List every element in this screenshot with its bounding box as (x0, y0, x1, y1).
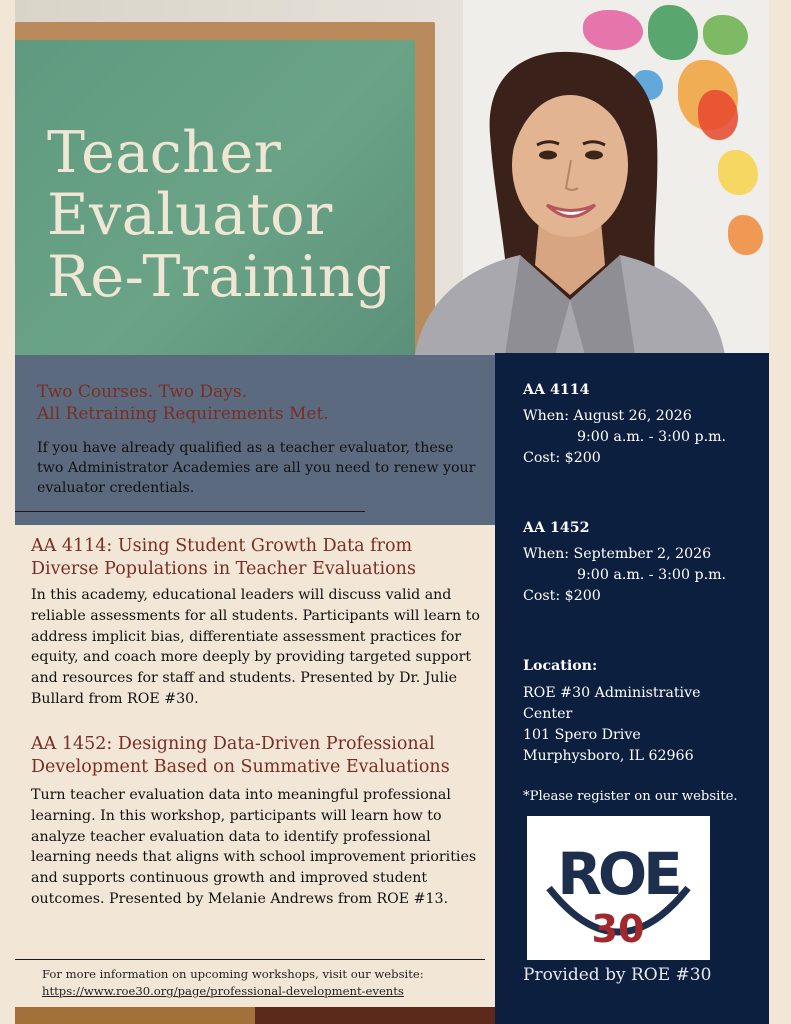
roe30-logo (527, 816, 710, 960)
logo-text-30: 30 (591, 907, 645, 951)
session-code: AA 1452 (523, 520, 590, 536)
teacher-portrait-illustration (395, 40, 735, 355)
divider (15, 511, 365, 512)
course-description: Turn teacher evaluation data into meaningful professional learning. In this workshop, participants will learn how to analyze teacher evaluation data to identify professional learning needs that aligns with school improvement priorities and supports continuous growth and improved student outcomes. Presented by Melanie Andrews from ROE #13. (31, 787, 477, 907)
session-cost: Cost: $200 (523, 450, 601, 466)
provided-by: Provided by ROE #30 (523, 965, 712, 985)
session-when (523, 406, 726, 469)
footer-stripe-brown (255, 1007, 495, 1024)
session-code: AA 4114 (523, 382, 590, 398)
address-line: Center (523, 706, 573, 722)
course-title: AA 4114: Using Student Growth Data from Diverse Populations in Teacher Evaluations (31, 536, 416, 579)
session-time: 9:00 a.m. - 3:00 p.m. (577, 567, 727, 583)
footer-text: For more information on upcoming workshops, visit our website: (42, 967, 424, 981)
location-label: Location: (523, 658, 598, 674)
footer-stripe-tan (15, 1007, 255, 1024)
register-note: *Please register on our website. (523, 789, 738, 804)
logo-text-roe: ROE (557, 840, 679, 908)
course-block-aa1452 (31, 733, 477, 910)
session-time: 9:00 a.m. - 3:00 p.m. (577, 429, 727, 445)
address-line: ROE #30 Administrative (523, 685, 701, 701)
title-line-2: Evaluator (47, 182, 333, 248)
address-line: Murphysboro, IL 62966 (523, 748, 694, 764)
info-panel (495, 353, 769, 1024)
session-cost: Cost: $200 (523, 588, 601, 604)
course-title: AA 1452: Designing Data-Driven Professional Development Based on Summative Evaluations (31, 734, 450, 777)
title-line-1: Teacher (47, 120, 282, 186)
address-line: 101 Spero Drive (523, 727, 641, 743)
footer (42, 966, 424, 1000)
course-description: In this academy, educational leaders will discuss valid and reliable assessments for all students. Participants will learn to address implicit bias, differentiate assessment practices for equity, and coach more deeply by providing targeted support and resources for staff and students. Presented by Dr. Julie Bullard from ROE #30. (31, 587, 480, 707)
website-link[interactable]: https://www.roe30.org/page/professional-development-events (42, 984, 404, 998)
location-address (523, 683, 701, 767)
session-date: When: August 26, 2026 (523, 408, 692, 424)
summary-heading-line-1: Two Courses. Two Days. (37, 382, 247, 402)
summary-intro: If you have already qualified as a teacher evaluator, these two Administrator Academies are all you need to renew your evaluator credentials. (37, 440, 476, 496)
summary-heading-line-2: All Retraining Requirements Met. (37, 404, 329, 424)
divider (15, 959, 485, 960)
session-when (523, 544, 726, 607)
title-line-3: Re-Training (47, 244, 392, 310)
page-title (47, 122, 392, 308)
hero-photo (15, 0, 769, 355)
course-block-aa4114 (31, 535, 481, 710)
summary-heading (37, 381, 329, 425)
session-date: When: September 2, 2026 (523, 546, 712, 562)
summary-panel (15, 355, 495, 525)
